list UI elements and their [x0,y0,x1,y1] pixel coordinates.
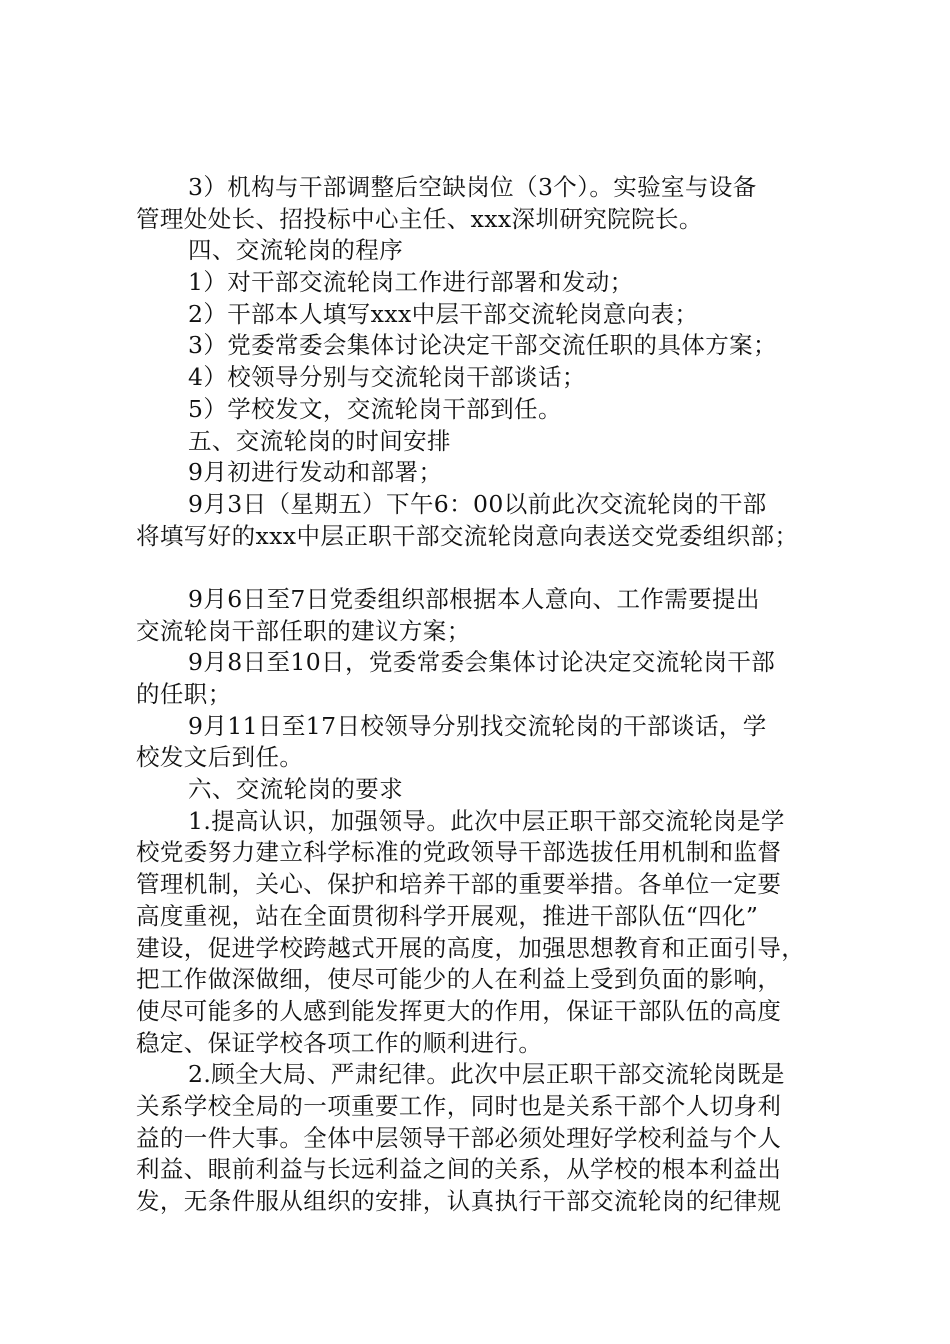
text-line: 1.提高认识，加强领导。此次中层正职干部交流轮岗是学 [188,806,785,835]
text-line: 2.顾全大局、严肃纪律。此次中层正职干部交流轮岗既是 [188,1060,785,1089]
text-line: 的任职； [136,680,232,708]
text-line: 使尽可能多的人感到能发挥更大的作用，保证干部队伍的高度 [136,996,782,1025]
section-heading: 六、交流轮岗的要求 [188,775,404,804]
document-body [136,172,836,1218]
blank-line [136,552,836,584]
text-line: 2）干部本人填写xxx中层干部交流轮岗意向表； [188,299,699,328]
text-line: 管理机制，关心、保护和培养干部的重要举措。各单位一定要 [136,870,782,899]
text-line: 9月初进行发动和部署； [188,458,443,487]
text-line: 发，无条件服从组织的安排，认真执行干部交流轮岗的纪律规 [136,1187,782,1215]
text-line: 关系学校全局的一项重要工作，同时也是关系干部个人切身利 [136,1091,782,1120]
text-line: 5）学校发文，交流轮岗干部到任。 [188,394,562,423]
text-line: 利益、眼前利益与长远利益之间的关系，从学校的根本利益出 [136,1155,782,1184]
text-line: 3）党委常委会集体讨论决定干部交流任职的具体方案； [188,331,777,360]
text-line: 建设，促进学校跨越式开展的高度，加强思想教育和正面引导， [136,933,806,962]
text-line: 3）机构与干部调整后空缺岗位（3个）。实验室与设备 [188,173,757,201]
section-heading: 五、交流轮岗的时间安排 [188,426,451,455]
text-line: 把工作做深做细，使尽可能少的人在利益上受到负面的影响， [136,965,782,994]
text-line: 将填写好的xxx中层正职干部交流轮岗意向表送交党委组织部； [136,521,799,550]
text-line: 9月6日至7日党委组织部根据本人意向、工作需要提出 [188,584,760,613]
text-line: 稳定、保证学校各项工作的顺利进行。 [136,1028,543,1057]
text-line: 校党委努力建立科学标准的党政领导干部选拔任用机制和监督 [136,838,782,867]
text-line: 9月11日至17日校领导分别找交流轮岗的干部谈话，学 [188,711,767,740]
text-line: 高度重视，站在全面贯彻科学开展观，推进干部队伍“四化” [136,901,759,930]
text-line: 1）对干部交流轮岗工作进行部署和发动； [188,268,634,297]
text-line: 管理处处长、招投标中心主任、xxx深圳研究院院长。 [136,204,703,233]
text-line: 9月3日（星期五）下午6：00以前此次交流轮岗的干部 [188,489,767,518]
text-line: 益的一件大事。全体中层领导干部必须处理好学校利益与个人 [136,1123,782,1152]
section-heading: 四、交流轮岗的程序 [188,236,404,265]
text-line: 交流轮岗干部任职的建议方案； [136,616,471,645]
text-line: 校发文后到任。 [136,743,304,772]
text-line: 9月8日至10日，党委常委会集体讨论决定交流轮岗干部 [188,648,776,677]
text-line: 4）校领导分别与交流轮岗干部谈话； [188,363,586,392]
